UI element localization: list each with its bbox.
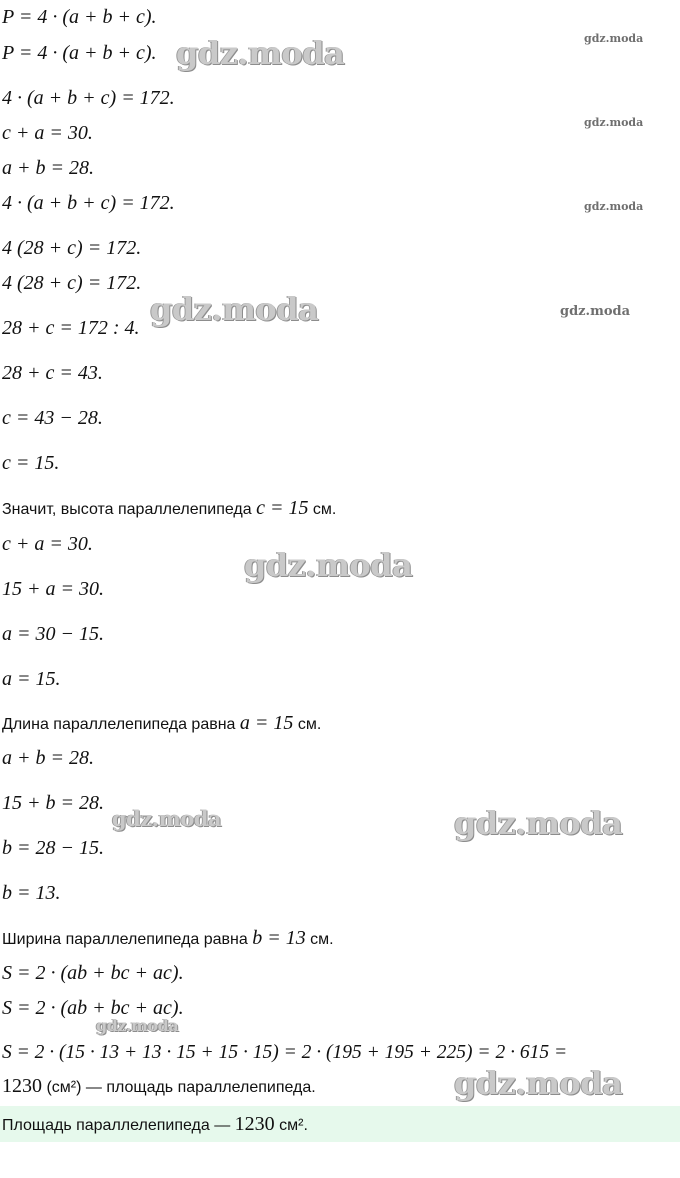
- height-conclusion-text: Значит, высота параллелепипеда: [2, 501, 257, 518]
- watermark: gdz.moda: [584, 200, 644, 213]
- area-conclusion: [2, 1074, 316, 1100]
- equation-line: P = 4 · (a + b + c).: [2, 6, 157, 28]
- watermark: gdz.moda: [112, 806, 222, 831]
- length-conclusion-text: Длина параллелепипеда равна: [2, 716, 240, 733]
- equation-line: c = 43 − 28.: [2, 407, 103, 429]
- equation-line: 4 · (a + b + c) = 172.: [2, 192, 175, 214]
- equation-line: b = 13.: [2, 882, 61, 904]
- equation-line: S = 2 · (15 · 13 + 13 · 15 + 15 · 15) = 2 · (195 + 195 + 225) = 2 · 615 =: [2, 1042, 568, 1063]
- equation-line: 28 + c = 43.: [2, 362, 103, 384]
- equation-line: 28 + c = 172 : 4.: [2, 317, 140, 339]
- watermark: gdz.moda: [454, 1064, 623, 1102]
- watermark: gdz.moda: [244, 546, 413, 584]
- equation-line: P = 4 · (a + b + c).: [2, 42, 157, 64]
- length-conclusion: [2, 711, 321, 737]
- answer-unit: см².: [274, 1117, 308, 1134]
- equation-line: 4 (28 + c) = 172.: [2, 272, 142, 294]
- watermark: gdz.moda: [584, 32, 644, 45]
- area-conclusion-text: (см²) — площадь параллелепипеда.: [42, 1079, 316, 1096]
- answer-text: Площадь параллелепипеда —: [2, 1117, 235, 1134]
- equation-line: a = 15.: [2, 668, 61, 690]
- equation-line: a + b = 28.: [2, 157, 94, 179]
- equation-line: c + a = 30.: [2, 122, 93, 144]
- width-conclusion: [2, 926, 334, 952]
- area-conclusion-math: 1230: [2, 1075, 42, 1097]
- watermark: gdz.moda: [150, 290, 319, 328]
- height-conclusion-unit: см.: [308, 501, 337, 518]
- equation-line: 4 · (a + b + c) = 172.: [2, 87, 175, 109]
- equation-line: c + a = 30.: [2, 533, 93, 555]
- watermark: gdz.moda: [96, 1016, 179, 1035]
- equation-line: c = 15.: [2, 452, 60, 474]
- equation-line: 15 + b = 28.: [2, 792, 104, 814]
- width-conclusion-text: Ширина параллелепипеда равна: [2, 931, 253, 948]
- watermark: gdz.moda: [560, 304, 631, 319]
- answer-math: 1230: [234, 1113, 275, 1135]
- length-conclusion-unit: см.: [293, 716, 322, 733]
- height-conclusion: [2, 496, 336, 522]
- watermark: gdz.moda: [584, 116, 644, 129]
- width-conclusion-math: b = 13: [252, 927, 306, 949]
- equation-line: 4 (28 + c) = 172.: [2, 237, 142, 259]
- equation-line: S = 2 · (ab + bc + ac).: [2, 997, 184, 1019]
- answer-line: [2, 1112, 308, 1138]
- equation-line: a + b = 28.: [2, 747, 94, 769]
- width-conclusion-unit: см.: [305, 931, 334, 948]
- height-conclusion-math: c = 15: [256, 497, 309, 519]
- equation-line: b = 28 − 15.: [2, 837, 104, 859]
- watermark: gdz.moda: [176, 34, 345, 72]
- equation-line: S = 2 · (ab + bc + ac).: [2, 962, 184, 984]
- length-conclusion-math: a = 15: [239, 712, 294, 734]
- answer-box: [0, 1106, 680, 1142]
- equation-line: 15 + a = 30.: [2, 578, 104, 600]
- watermark: gdz.moda: [454, 804, 623, 842]
- equation-line: a = 30 − 15.: [2, 623, 104, 645]
